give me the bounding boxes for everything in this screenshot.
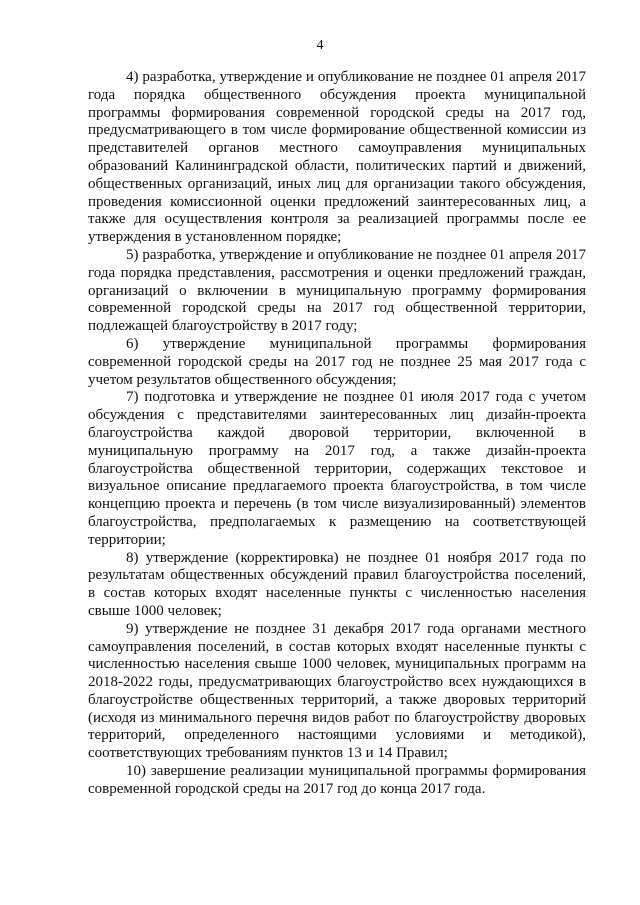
document-body — [88, 69, 586, 799]
list-item: 8) утверждение (корректировка) не позднее 01 ноября 2017 года по результатам общественных обсуждений правил благоустройства поселений, в состав которых входят населенные пункты с численностью населения свыше 1000 человек; — [88, 549, 586, 619]
list-item: 5) разработка, утверждение и опубликование не позднее 01 апреля 2017 года порядка представления, рассмотрения и оценки предложений граждан, организаций о включении в муниципальную программу формирования современной городской среды на 2017 год общественной территории, подлежащей благоустройству в 2017 году; — [88, 246, 586, 335]
list-item: 7) подготовка и утверждение не позднее 01 июля 2017 года с учетом обсуждения с представителями заинтересованных лиц дизайн-проекта благоустройства каждой дворовой территории, включенной в муниципальную программу на 2017 год, а также дизайн-проекта благоустройства общественной территории, содержащих текстовое и визуальное описание предлагаемого проекта благоустройства, в том числе концепцию проекта и перечень (в том числе визуализированный) элементов благоустройства, предполагаемых к размещению на соответствующей территории; — [88, 389, 586, 548]
list-item: 6) утверждение муниципальной программы формирования современной городской среды на 2017 год не позднее 25 мая 2017 года с учетом результатов общественного обсуждения; — [88, 335, 586, 388]
list-item: 4) разработка, утверждение и опубликование не позднее 01 апреля 2017 года порядка общественного обсуждения проекта муниципальной программы формирования современной городской среды на 2017 год, предусматривающего в том числе формирование общественной комиссии из представителей органов местного самоуправления муниципальных образований Калининградской области, политических партий и движений, общественных организаций, иных лиц для организации такого обсуждения, проведения комиссионной оценки предложений заинтересованных лиц, а также для осуществления контроля за реализацией программы после ее утверждения в установленном порядке; — [88, 69, 586, 246]
list-item: 10) завершение реализации муниципальной программы формирования современной городской среды на 2017 год до конца 2017 года. — [88, 763, 586, 797]
list-item: 9) утверждение не позднее 31 декабря 2017 года органами местного самоуправления поселений, в состав которых входят населенные пункты с численностью населения свыше 1000 человек, муниципальных программ на 2018-2022 годы, предусматривающих благоустройство всех нуждающихся в благоустройстве общественных территорий, а также дворовых территорий (исходя из минимального перечня видов работ по благоустройству дворовых территорий, определенного настоящими условиями и методикой), соответствующих требованиям пунктов 13 и 14 Правил; — [88, 620, 586, 762]
page-number: 4 — [316, 38, 324, 53]
